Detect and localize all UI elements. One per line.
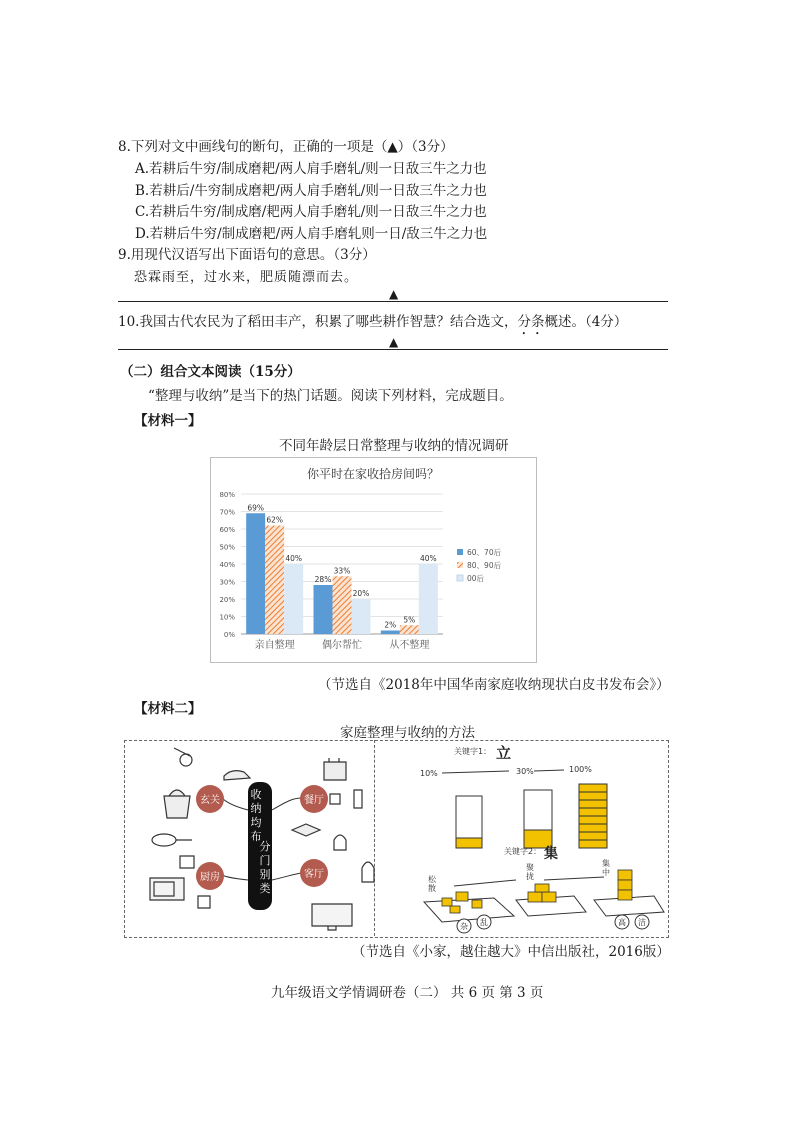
- key2-word: 集: [544, 846, 558, 862]
- survey-chart: [210, 457, 537, 663]
- page-footer: 九年级语文学情调研卷（二） 共 6 页 第 3 页: [271, 985, 544, 1001]
- shoe-icon: [224, 771, 250, 780]
- legend-label: 80、90后: [467, 561, 502, 570]
- x-tick-label: 偶尔帮忙: [322, 640, 362, 651]
- room-label-canting: 餐厅: [304, 795, 324, 806]
- q10-answer-mark: ▲: [389, 335, 399, 349]
- legend-label: 60、70后: [467, 548, 502, 557]
- q9-stem: 9.用现代汉语写出下面语句的意思。（3分）: [118, 247, 376, 263]
- legend-label: 00后: [467, 574, 485, 583]
- bar-1: [381, 631, 400, 635]
- q8-stem: 8.下列对文中画线句的断句，正确的一项是（▲）（3分）: [118, 139, 454, 155]
- legend-swatch: [457, 562, 463, 568]
- key1-label: 关键字1：: [454, 747, 492, 756]
- bar-1: [314, 585, 333, 634]
- focus-label-2: 中: [602, 868, 610, 877]
- pan-icon: [152, 834, 192, 846]
- key1-word: 立: [496, 744, 512, 762]
- y-tick-label: 10%: [219, 613, 235, 622]
- material1-source: （节选自《2018年中国华南家庭收纳现状白皮书发布会》）: [318, 677, 670, 693]
- q9-answer-line[interactable]: [118, 301, 668, 302]
- q8-option-a: A.若耕后牛穷/制成磨耙/两人肩手磨轧/则一日敌三牛之力也: [135, 161, 487, 177]
- material2-caption: 家庭整理与收纳的方法: [340, 725, 475, 741]
- bar-value-label: 40%: [419, 554, 437, 563]
- bar-chart: [211, 458, 536, 662]
- gather-label-1: 聚: [526, 863, 534, 872]
- key1-percent-100: 100%: [569, 765, 592, 774]
- q9-answer-mark: ▲: [389, 287, 399, 301]
- gather-label-2: 拢: [526, 872, 534, 881]
- pill-char: 分: [259, 840, 271, 853]
- y-tick-label: 60%: [219, 526, 235, 534]
- q10-answer-line[interactable]: [118, 349, 668, 350]
- x-tick-label: 亲自整理: [254, 640, 295, 651]
- legend-swatch: [457, 549, 463, 555]
- bar-value-label: 28%: [314, 575, 332, 584]
- y-tick-label: 80%: [219, 491, 235, 499]
- bar-2: [333, 576, 352, 634]
- q8-option-c: C.若耕后牛穷/制成磨/耙两人肩手磨轧/则一日敌三牛之力也: [135, 204, 487, 220]
- bar-value-label: 20%: [352, 589, 370, 598]
- toaster-icon: [324, 758, 346, 780]
- q8-option-d: D.若耕后牛穷/制成磨耙/两人肩手磨轧则一日/敌三牛之力也: [135, 226, 488, 242]
- box-icon: [198, 896, 210, 908]
- material1-label: 【材料一】: [134, 413, 202, 429]
- circle-word-jie: 洁: [638, 918, 646, 927]
- material2-label: 【材料二】: [134, 701, 202, 717]
- bar-value-label: 62%: [266, 515, 284, 525]
- scatter-label-2: 散: [428, 884, 436, 893]
- room-label-keting: 客厅: [304, 869, 324, 880]
- circle-word-gao: 高: [618, 918, 626, 927]
- legend-swatch: [457, 575, 463, 581]
- tv-icon: [312, 904, 352, 930]
- section-title: （二）组合文本阅读（15分）: [120, 364, 301, 380]
- microwave-icon: [150, 878, 184, 900]
- bar-2: [265, 526, 284, 635]
- material1-caption: 不同年龄层日常整理与收纳的情况调研: [279, 438, 509, 454]
- circle-word-za: 杂: [460, 922, 468, 931]
- jar-icon: [180, 856, 194, 868]
- bar-value-label: 33%: [333, 566, 351, 576]
- bar-value-label: 40%: [285, 554, 303, 563]
- circle-word-luan: 乱: [480, 918, 488, 927]
- handbag-icon: [164, 790, 190, 818]
- y-tick-label: 0%: [223, 631, 235, 639]
- pill-char: 类: [259, 882, 271, 895]
- bar-2: [400, 625, 419, 634]
- pill-char: 布: [250, 830, 262, 843]
- q10-stem: 10.我国古代农民为了稻田丰产，积累了哪些耕作智慧？结合选文，分条概述。（4分）: [118, 314, 628, 330]
- y-tick-label: 70%: [219, 508, 235, 517]
- key2-label: 关键字2：: [504, 847, 542, 856]
- room-label-xuanguan: 玄关: [200, 795, 220, 806]
- book-icon: [292, 824, 320, 836]
- bar-value-label: 5%: [403, 615, 416, 625]
- pill-char: 均: [250, 816, 262, 829]
- q8-option-b: B.若耕后/牛穷制成磨耙/两人肩手磨轧/则一日敌三牛之力也: [135, 183, 487, 199]
- methods-figure: [124, 740, 667, 936]
- pill-char: 纳: [250, 802, 262, 815]
- answer-mark: ▲: [387, 139, 398, 155]
- pill-char: 别: [259, 868, 271, 881]
- q9-sentence: 恐霖雨至，过水来，肥质随漂而去。: [134, 270, 359, 285]
- chart-title: 你平时在家收拾房间吗？: [306, 467, 440, 481]
- room-label-chufang: 厨房: [200, 872, 220, 883]
- bar-value-label: 69%: [247, 503, 265, 513]
- cup-icon: [330, 790, 362, 808]
- pill-char: 收: [250, 788, 262, 801]
- key1-percent-30: 30%: [516, 767, 534, 776]
- bar-3: [352, 599, 371, 634]
- bar-1: [246, 513, 265, 634]
- fill-10: [456, 838, 482, 848]
- key1-percent-10: 10%: [420, 769, 438, 778]
- bar-value-label: 2%: [384, 620, 397, 630]
- scatter-label-1: 松: [428, 875, 436, 884]
- bar-3: [419, 564, 438, 634]
- material2-source: （节选自《小家，越住越大》中信出版社，2016版）: [352, 944, 670, 960]
- plant-icon: [334, 835, 374, 882]
- x-tick-label: 从不整理: [389, 640, 430, 651]
- keys-icon: [174, 748, 192, 766]
- y-tick-label: 30%: [219, 578, 235, 587]
- focus-label-1: 集: [602, 859, 610, 868]
- section-intro: “整理与收纳”是当下的热门话题。阅读下列材料，完成题目。: [148, 388, 513, 404]
- y-tick-label: 20%: [219, 596, 235, 604]
- y-tick-label: 50%: [219, 543, 235, 552]
- y-tick-label: 40%: [219, 561, 235, 569]
- pill-char: 门: [259, 854, 271, 867]
- bar-3: [284, 564, 303, 634]
